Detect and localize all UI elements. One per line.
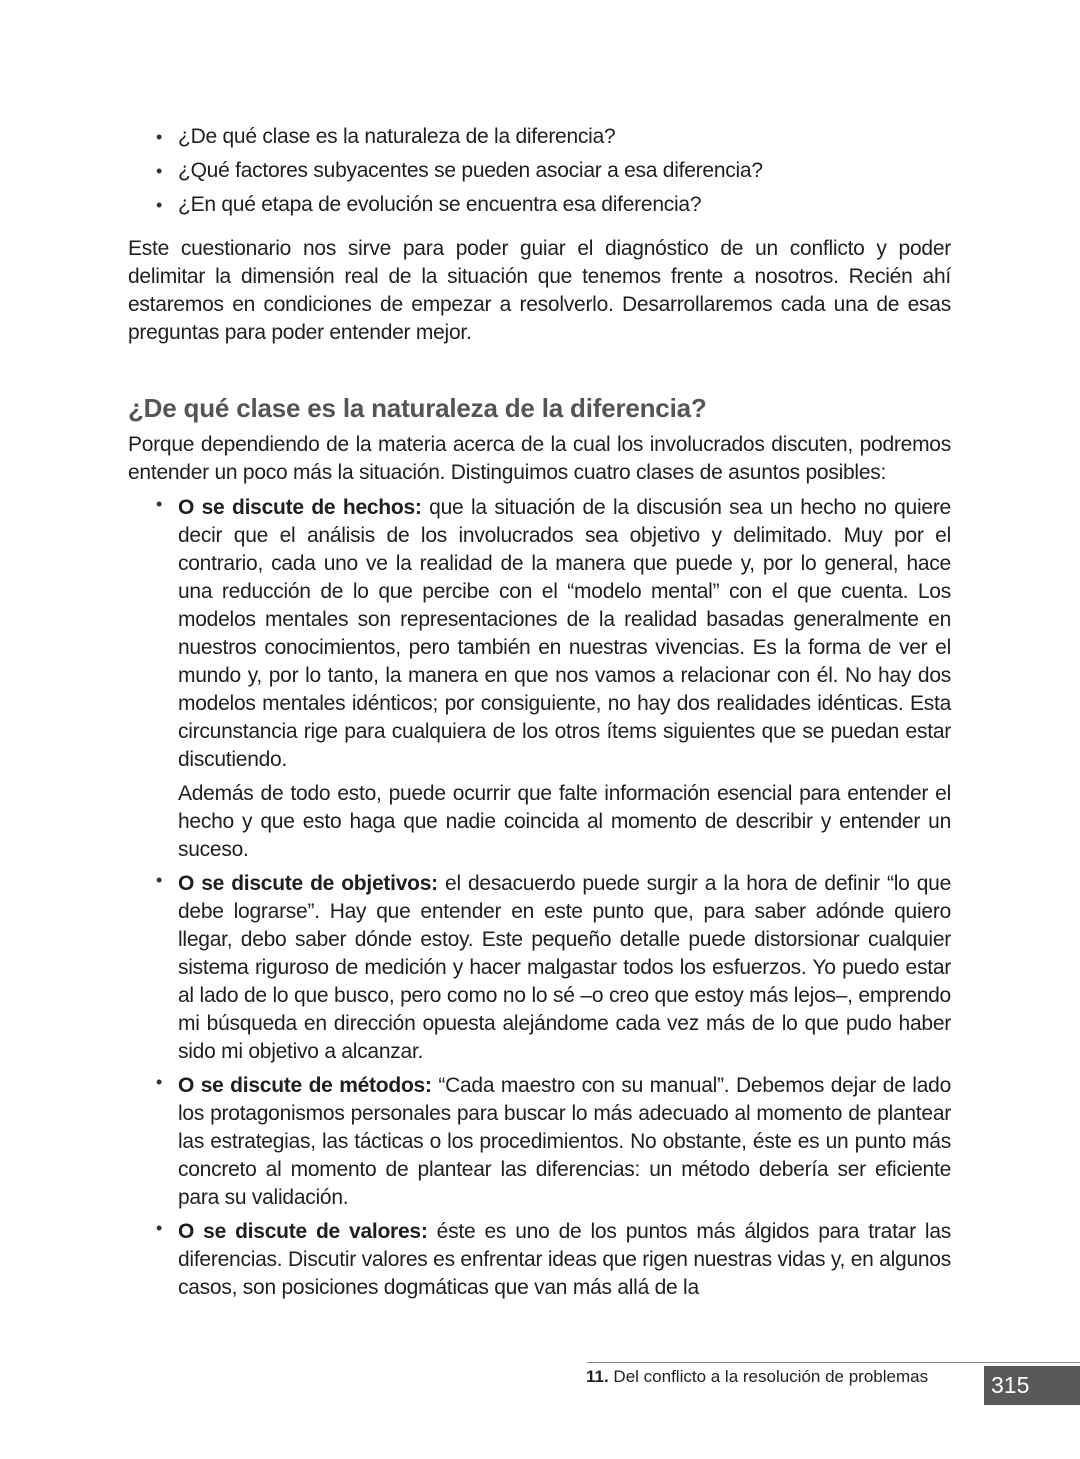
intro-paragraph: Este cuestionario nos sirve para poder guiar el diagnóstico de un conflicto y poder delimitar la dimensión real de la situación que tenemos frente a nosotros. Recién ahí estaremos en condiciones de empezar a resolverlo. Desarrollaremos cada una de esas preguntas para poder entender mejor.: [128, 237, 951, 344]
running-footer: [586, 1366, 928, 1388]
topic-text: “Cada maestro con su manual”. Debemos dejar de lado los protagonismos personales para buscar lo más adecuado al momento de plantear las estrategias, las tácticas o los procedimientos. No obstante, éste es un punto más concreto al momento de plantear las diferencias: un método debería ser eficiente para su validación.: [178, 1074, 951, 1209]
question-item: [156, 120, 951, 154]
chapter-number: 11.: [586, 1367, 609, 1386]
topic-term: O se discute de objetivos:: [178, 872, 438, 895]
page-number: 315: [984, 1366, 1080, 1405]
topic-item-hechos: [156, 494, 951, 864]
bullet-icon: •: [156, 1072, 163, 1092]
topic-item-objetivos: [156, 870, 952, 1066]
topic-text: éste es uno de los puntos más álgidos para tratar las diferencias. Discutir valores es enfrentar ideas que rigen nuestras vidas y, en algunos casos, son posiciones dogmáticas que van más allá de la: [178, 1220, 952, 1299]
chapter-title: Del conflicto a la resolución de problemas: [608, 1367, 929, 1386]
topic-extra-paragraph: Además de todo esto, puede ocurrir que falte información esencial para entender el hecho y que esto haga que nadie coincida al momento de describir y entender un suceso.: [178, 782, 951, 861]
topic-term: O se discute de métodos:: [178, 1074, 432, 1097]
section-heading: ¿De qué clase es la naturaleza de la diferencia?: [128, 393, 707, 423]
section-paragraph: Porque dependiendo de la materia acerca de la cual los involucrados discuten, podremos entender un poco más la situación. Distinguimos cuatro clases de asuntos posibles:: [128, 433, 951, 484]
topic-term: O se discute de hechos:: [178, 496, 422, 519]
topic-item-valores: [156, 1218, 952, 1302]
bullet-icon: •: [156, 127, 163, 147]
topic-text: que la situación de la discusión sea un hecho no quiere decir que el análisis de los involucrados sea objetivo y delimitado. Muy por el contrario, cada uno ve la realidad de la manera que puede y, por lo general, hace una reducción de lo que percibe con el “modelo mental” con el que cuenta. Los modelos mentales son representaciones de la realidad basadas generalmente en nuestros conocimientos, pero también en nuestras vivencias. Es la forma de ver el mundo y, por lo tanto, la manera en que nos vamos a relacionar con él. No hay dos modelos mentales idénticos; por consiguiente, no hay dos realidades idénticas. Esta circunstancia rige para cualquiera de los otros ítems siguientes que se puedan estar discutiendo.: [178, 496, 951, 771]
topic-list: [128, 494, 951, 1302]
topic-term: O se discute de valores:: [178, 1220, 428, 1243]
topic-item-metodos: [156, 1072, 951, 1212]
question-item: [156, 188, 951, 222]
topic-paragraph: [178, 1218, 951, 1302]
footer-divider: [587, 1362, 1080, 1363]
bullet-icon: •: [156, 1218, 163, 1238]
topic-text: el desacuerdo puede surgir a la hora de definir “lo que debe lograrse”. Hay que entender en este punto que, para saber adónde quiero llegar, debo saber dónde estoy. Este pequeño detalle puede distorsionar cualquier sistema riguroso de medición y hacer malgastar todos los esfuerzos. Yo puedo estar al lado de lo que busco, pero como no lo sé –o creo que estoy más lejos–, emprendo mi búsqueda en dirección opuesta alejándome cada vez más de lo que pudo haber sido mi objetivo a alcanzar.: [178, 872, 952, 1063]
topic-paragraph: [178, 494, 951, 774]
question-text: ¿Qué factores subyacentes se pueden asociar a esa diferencia?: [178, 159, 763, 182]
bullet-icon: •: [156, 195, 163, 215]
question-text: ¿En qué etapa de evolución se encuentra esa diferencia?: [178, 193, 702, 216]
question-item: [156, 154, 951, 188]
bullet-icon: •: [156, 870, 163, 890]
topic-paragraph: [178, 870, 951, 1066]
topic-paragraph: [178, 1072, 951, 1212]
page-body: [128, 120, 951, 1308]
bullet-icon: •: [156, 494, 163, 514]
question-list: [128, 120, 951, 222]
question-text: ¿De qué clase es la naturaleza de la diferencia?: [178, 125, 616, 148]
bullet-icon: •: [156, 161, 163, 181]
